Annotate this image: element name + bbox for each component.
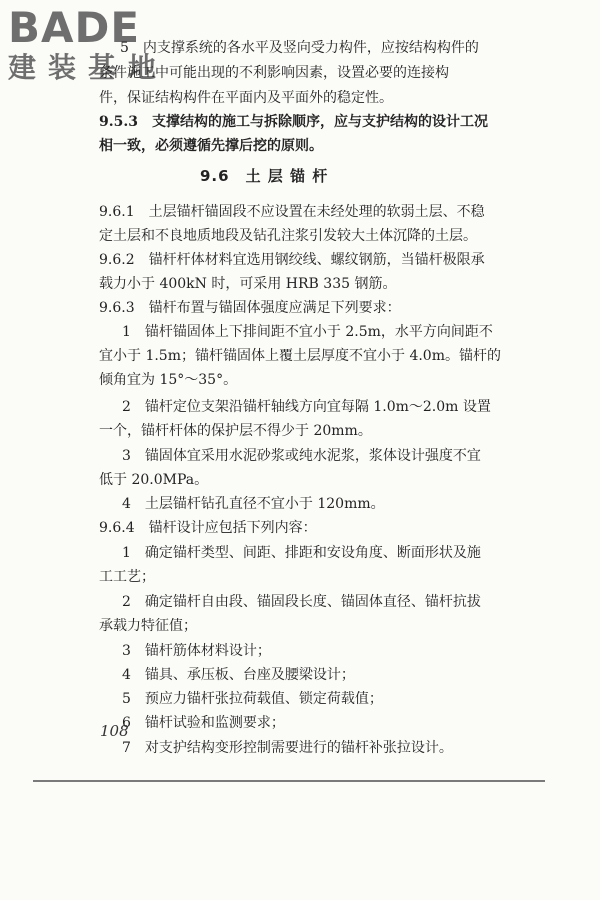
text-line: 倾角宜为 15°～35°。	[99, 372, 238, 388]
text-line: 9.6.2 锚杆杆体材料宜选用钢绞线、螺纹钢筋，当锚杆极限承	[99, 252, 485, 268]
text-line: 相一致，必须遵循先撑后挖的原则。	[99, 138, 323, 154]
page-number: 108	[100, 722, 129, 740]
text-line: 1 锚杆锚固体上下排间距不宜小于 2.5m，水平方向间距不	[122, 324, 493, 340]
text-line: 2 确定锚杆自由段、锚固段长度、锚固体直径、锚杆抗拔	[122, 594, 481, 610]
section-title: 9.6 土 层 锚 杆	[200, 167, 329, 185]
text-line: 5 预应力锚杆张拉荷载值、锁定荷载值；	[122, 691, 383, 707]
text-line: 承载力特征值；	[99, 618, 197, 634]
text-line: 9.5.3 支撑结构的施工与拆除顺序，应与支护结构的设计工况	[99, 114, 488, 130]
text-line: 9.6.3 锚杆布置与锚固体强度应满足下列要求：	[99, 300, 401, 316]
text-line: 低于 20.0MPa。	[99, 472, 209, 488]
text-line: 一个，锚杆杆体的保护层不得少于 20mm。	[99, 423, 372, 439]
text-line: 条件施工中可能出现的不利影响因素，设置必要的连接构	[99, 65, 449, 81]
text-line: 件，保证结构构件在平面内及平面外的稳定性。	[99, 90, 393, 106]
text-line: 6 锚杆试验和监测要求；	[122, 715, 285, 731]
bottom-rule	[33, 780, 545, 782]
text-line: 2 锚杆定位支架沿锚杆轴线方向宜每隔 1.0m～2.0m 设置	[122, 399, 491, 415]
text-line: 定土层和不良地质地段及钻孔注浆引发较大土体沉降的土层。	[99, 228, 477, 244]
text-line: 7 对支护结构变形控制需要进行的锚杆补张拉设计。	[122, 740, 453, 756]
text-line: 3 锚固体宜采用水泥砂浆或纯水泥浆，浆体设计强度不宜	[122, 448, 481, 464]
text-line: 9.6.1 土层锚杆锚固段不应设置在未经处理的软弱土层、不稳	[99, 204, 485, 220]
text-line: 3 锚杆筋体材料设计；	[122, 643, 271, 659]
text-line: 4 锚具、承压板、台座及腰梁设计；	[122, 667, 355, 683]
text-line: 载力小于 400kN 时，可采用 HRB 335 钢筋。	[99, 276, 397, 292]
text-line: 宜小于 1.5m；锚杆锚固体上覆土层厚度不宜小于 4.0m。锚杆的	[99, 348, 501, 364]
text-line: 4 土层锚杆钻孔直径不宜小于 120mm。	[122, 496, 385, 512]
text-line: 5 内支撑系统的各水平及竖向受力构件，应按结构构件的	[120, 40, 479, 56]
text-line: 工工艺；	[99, 569, 155, 585]
logo-subtitle: 建装基地	[8, 51, 169, 84]
text-line: 1 确定锚杆类型、间距、排距和安设角度、断面形状及施	[122, 545, 481, 561]
logo-brand: BADE	[8, 3, 141, 52]
text-line: 9.6.4 锚杆设计应包括下列内容：	[99, 520, 317, 536]
